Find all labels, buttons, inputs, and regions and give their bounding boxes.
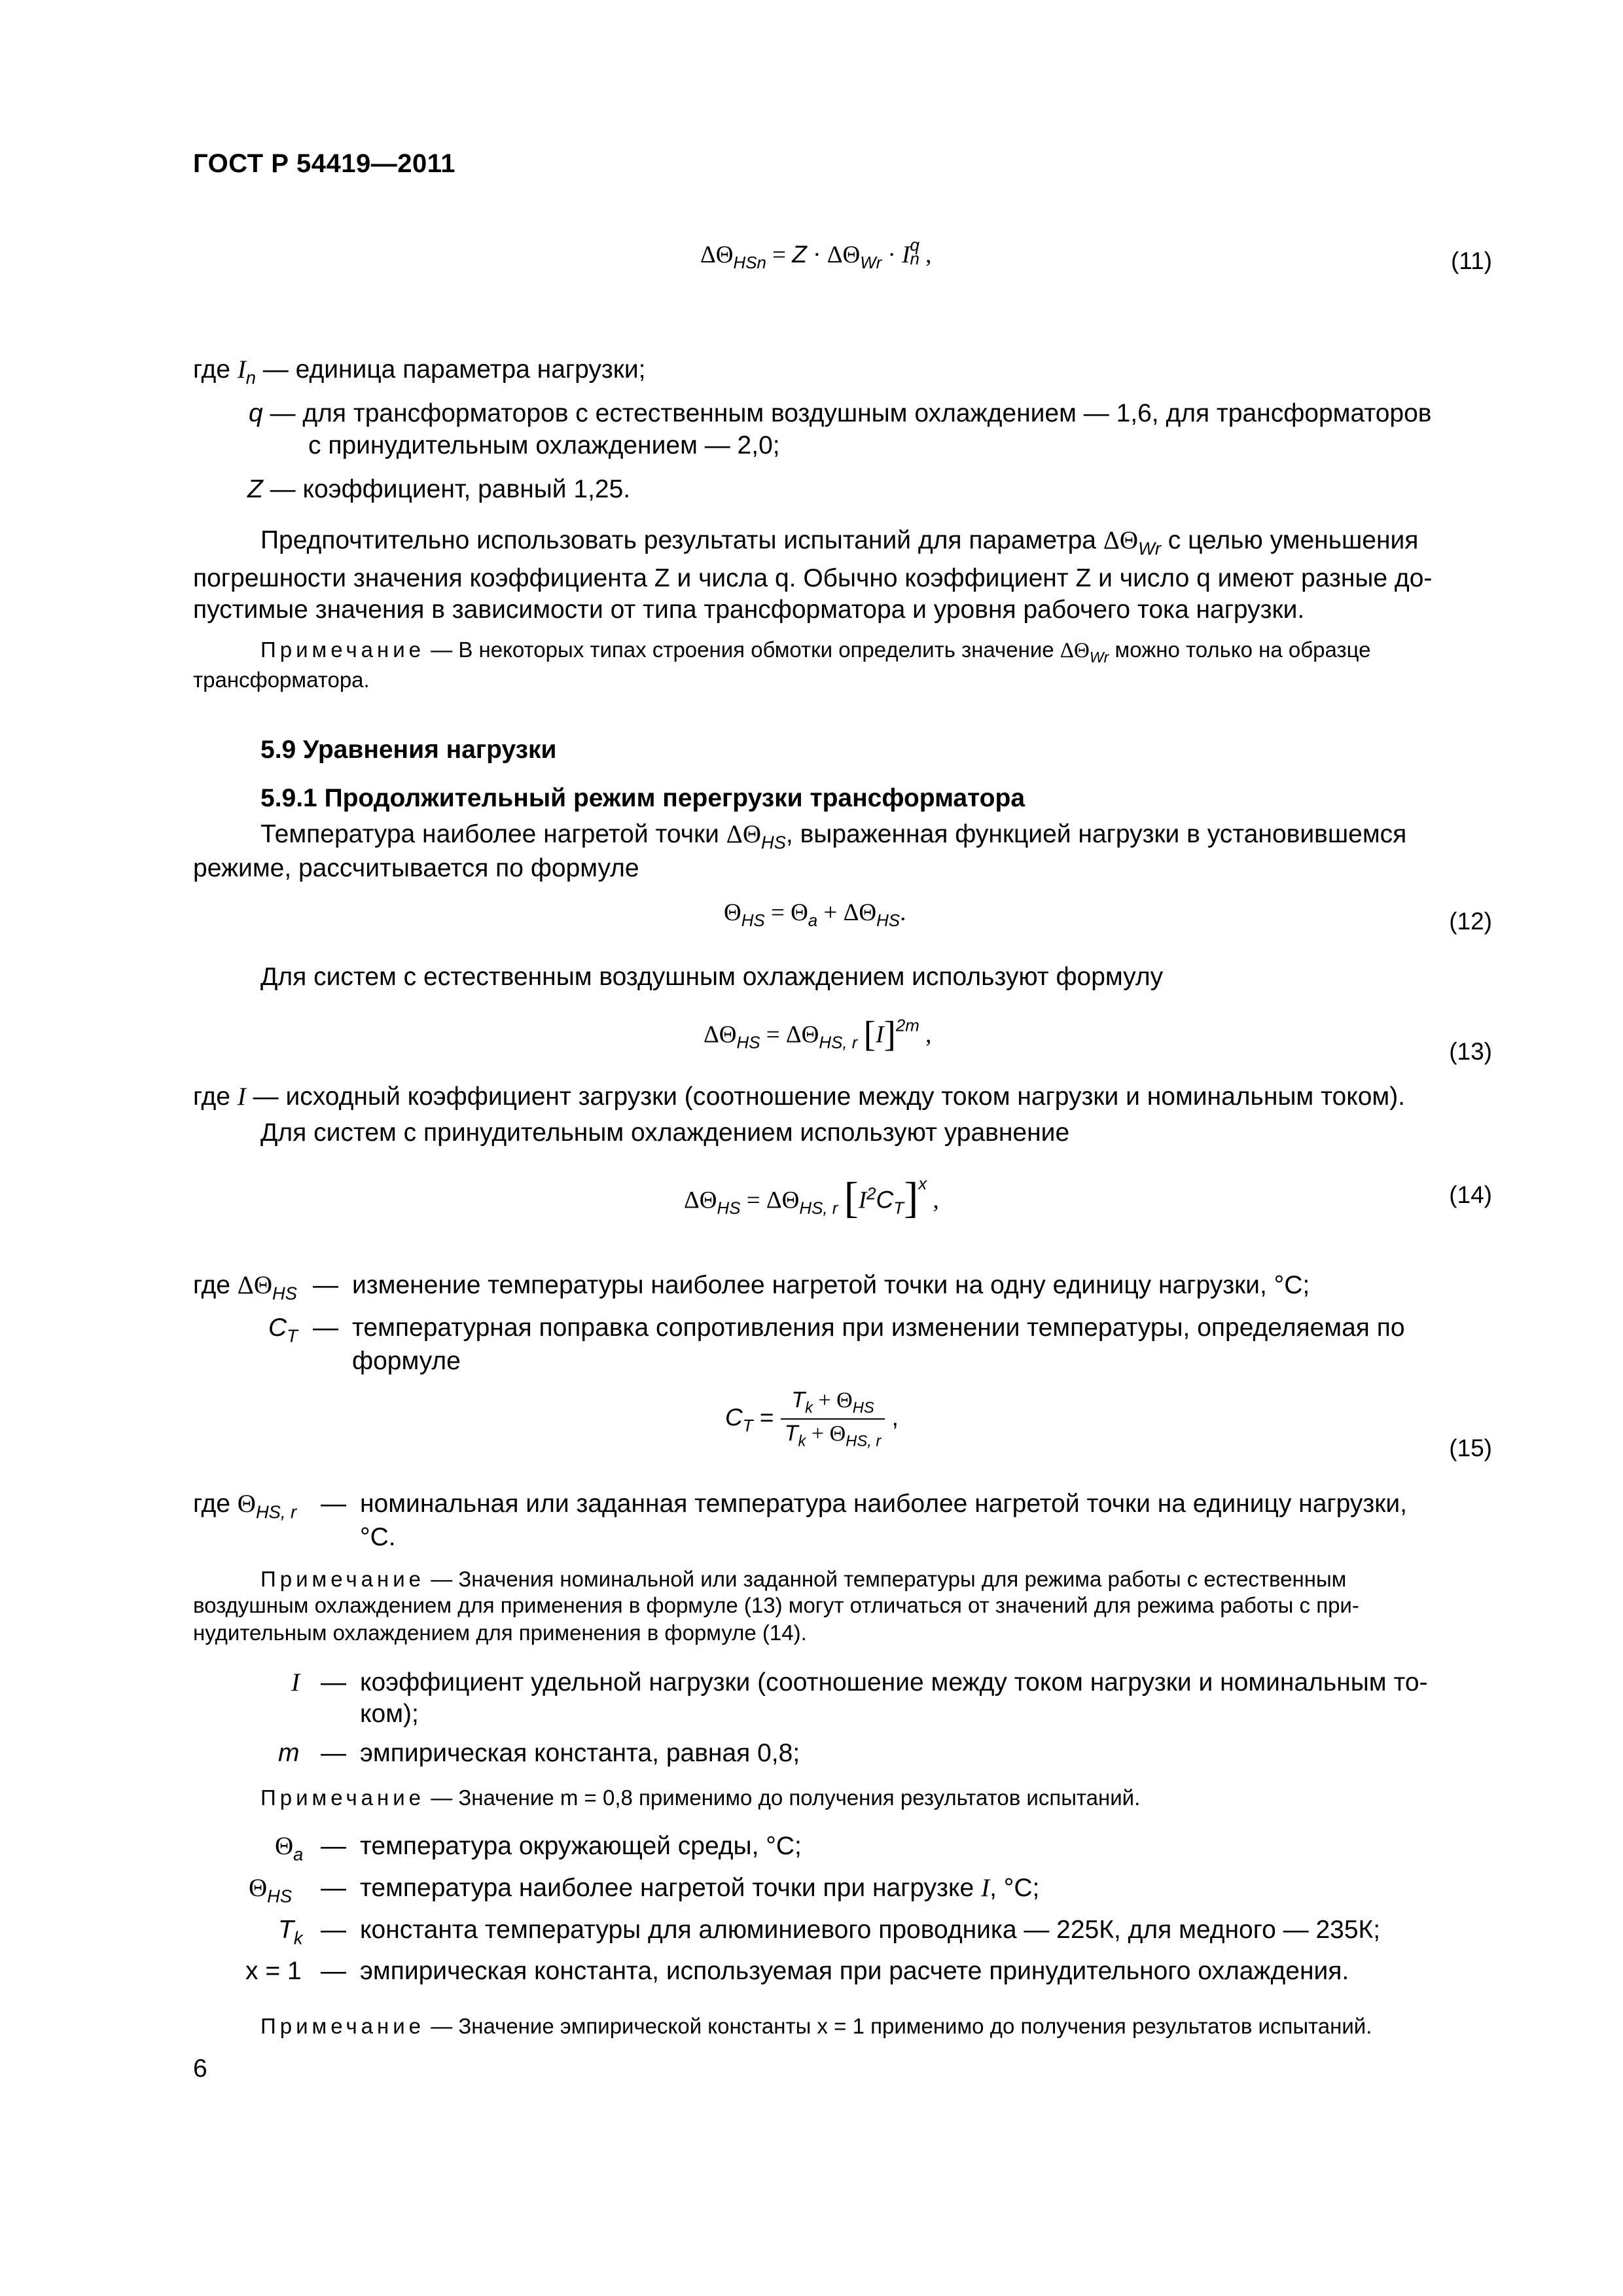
paragraph-1-text-b: с целью уменьшения [1168,526,1419,554]
paragraph-1-line-2: погрешности значения коэффициента Z и числа q. Обычно коэффициент Z и число q имеют разные до- [193,564,1433,592]
equation-13: $\Delta\Theta_{HS} = \Delta\Theta_{HS, r}$ $[I]^{2m}$ , [704,1014,932,1054]
note-3-label: Примечание [260,1785,425,1810]
paragraph-2-text-a: Температура наиболее нагретой точки [260,820,719,848]
definition-theta-hsr-text-1: номинальная или заданная температура наиболее нагретой точки на единицу нагрузки, [360,1490,1407,1518]
symbol-m: m [278,1739,300,1767]
dash: — [313,1271,338,1299]
definition-theta-hs: температура наиболее нагретой точки при нагрузке I, °С; [360,1874,1040,1902]
definition-I-text-1: коэффициент удельной нагрузки (соотношение между током нагрузки и номинальным то- [360,1668,1428,1696]
section-heading-5-9: 5.9 Уравнения нагрузки [260,736,557,764]
where-label: где [193,355,230,384]
symbol-theta-a: $\Theta_a$ [275,1832,304,1865]
equation-number-13: (13) [1449,1038,1492,1065]
definition-In: где $I_n$ — единица параметра нагрузки; [193,355,646,388]
note-2-line-2: воздушным охлаждением для применения в формуле (13) могут отличаться от значений для режима работы с при- [193,1593,1359,1617]
paragraph-3: Для систем с естественным воздушным охлаждением используют формулу [260,963,1164,991]
equation-12: $\Theta_{HS} = \Theta_a + \Delta\Theta_{HS}$. [724,899,906,931]
dash: — [321,1916,346,1944]
equation-number-12: (12) [1449,908,1492,935]
equation-number-15: (15) [1449,1435,1492,1462]
symbol-tk: $T_k$ [278,1916,303,1948]
definition-theta-hsr: где $\Theta_{HS, r}$ [193,1490,297,1522]
equation-15: $C_T$ = $\frac{T_k + \Theta_{HS}}{T_k + \Theta_{HS, r}}$ , [725,1388,899,1450]
note-1-text-c: трансформатора. [193,668,370,692]
definition-theta-hs-text: температура наиболее нагретой точки при нагрузке [360,1874,974,1902]
symbol-x-text: x = 1 [245,1957,302,1985]
note-2-label: Примечание [260,1567,425,1591]
paragraph-2-line-1: Температура наиболее нагретой точки $\Delta\Theta_{HS}$, выраженная функцией нагрузки в установившемся [260,820,1407,853]
definition-z [247,471,630,509]
definition-In-text: — единица параметра нагрузки; [262,355,646,384]
symbol-x [245,1952,302,1990]
note-2-line-3: нудительным охлаждением для применения в формуле (14). [193,1621,807,1645]
paragraph-4-line-2: Для систем с принудительным охлаждением используют уравнение [260,1119,1070,1147]
paragraph-4-line-1: где I — исходный коэффициент загрузки (соотношение между током нагрузки и номинальным током). [193,1083,1406,1111]
paragraph-1-line-1: Предпочтительно использовать результаты испытаний для параметра $\Delta\Theta_{Wr}$ с целью уменьшения [260,526,1419,559]
definition-m-text: эмпирическая константа, равная 0,8; [360,1739,800,1767]
dash: — [321,1832,346,1860]
equation-11: $\Delta\Theta_{HSn} = Z \cdot \Delta\Theta_{Wr} \cdot I$ q n , [700,236,932,273]
symbol-I: I [291,1668,300,1696]
paragraph-1-text-a: Предпочтительно использовать результаты испытаний для параметра [260,526,1096,554]
equation-number-11: (11) [1450,247,1492,274]
symbol-ct: $C_T$ [268,1314,298,1346]
equation-number-14: (14) [1449,1181,1492,1208]
paragraph-4-text: — исходный коэффициент загрузки (соотношение между током нагрузки и номинальным током). [253,1083,1406,1111]
symbol-z: Z [247,475,263,503]
definition-theta-hs-unit: , °С; [990,1874,1040,1902]
definition-ct-text-1: температурная поправка сопротивления при изменении температуры, определяемая по [352,1314,1405,1342]
symbol-q: q [249,399,263,427]
definition-delta-theta-hs-text: изменение температуры наиболее нагретой точки на одну единицу нагрузки, °С; [352,1271,1310,1299]
symbol-theta-hs: $\Theta_{HS}$ [249,1874,293,1907]
definition-x-text: эмпирическая константа, используемая при расчете принудительного охлаждения. [360,1957,1349,1985]
note-2-text-1: — Значения номинальной или заданной температуры для режима работы с естественным [431,1567,1347,1591]
paragraph-1-line-3: пустимые значения в зависимости от типа трансформатора и уровня рабочего тока нагрузки. [193,596,1305,624]
note-4 [260,2011,1372,2041]
definition-I-text-2: ком); [360,1700,419,1728]
document-header: ГОСТ Р 54419—2011 [193,149,455,178]
section-heading-5-9-1: 5.9.1 Продолжительный режим перегрузки трансформатора [260,784,1026,812]
dash: — [321,1490,346,1518]
definition-tk-text: константа температуры для алюминиевого проводника — 225К, для медного — 235К; [360,1916,1381,1944]
definition-q-text-2: с принудительным охлаждением — 2,0; [308,431,780,459]
dash: — [321,1874,346,1902]
dash: — [321,1957,346,1985]
note-4-text: — Значение эмпирической константы x = 1 применимо до получения результатов испытаний. [431,2014,1372,2038]
dash: — [321,1668,346,1696]
note-1-text-b: можно только на образце [1115,637,1371,662]
definition-z-text: — коэффициент, равный 1,25. [270,475,631,503]
note-3 [260,1783,1140,1813]
note-4-label: Примечание [260,2014,425,2038]
page-number: 6 [193,2054,207,2083]
definition-ct-text-2: формуле [352,1347,461,1375]
definition-q-text-1: — для трансформаторов с естественным воздушным охлаждением — 1,6, для трансформаторов [270,399,1432,427]
paragraph-2-line-2: режиме, рассчитывается по формуле [193,854,639,882]
dash: — [313,1314,338,1342]
note-1-text-a: — В некоторых типах строения обмотки определить значение [431,637,1054,662]
equation-14: $\Delta\Theta_{HS} = \Delta\Theta_{HS, r}$ $[I^2C_T]^x$ , [684,1174,939,1222]
definition-theta-hsr-text-2: °С. [360,1523,396,1551]
note-1-label: Примечание [260,637,425,662]
note-1: Примечание — В некоторых типах строения обмотки определить значение $\Delta\Theta_{Wr}$ можно только на образце [260,637,1371,666]
paragraph-2-text-b: , выраженная функцией нагрузки в установившемся [785,820,1407,848]
note-3-text: — Значение m = 0,8 применимо до получения результатов испытаний. [431,1785,1141,1810]
definition-delta-theta-hs: где $\Delta\Theta_{HS}$ [193,1271,297,1304]
definition-theta-a-text: температура окружающей среды, °С; [360,1832,802,1860]
dash: — [321,1739,346,1767]
